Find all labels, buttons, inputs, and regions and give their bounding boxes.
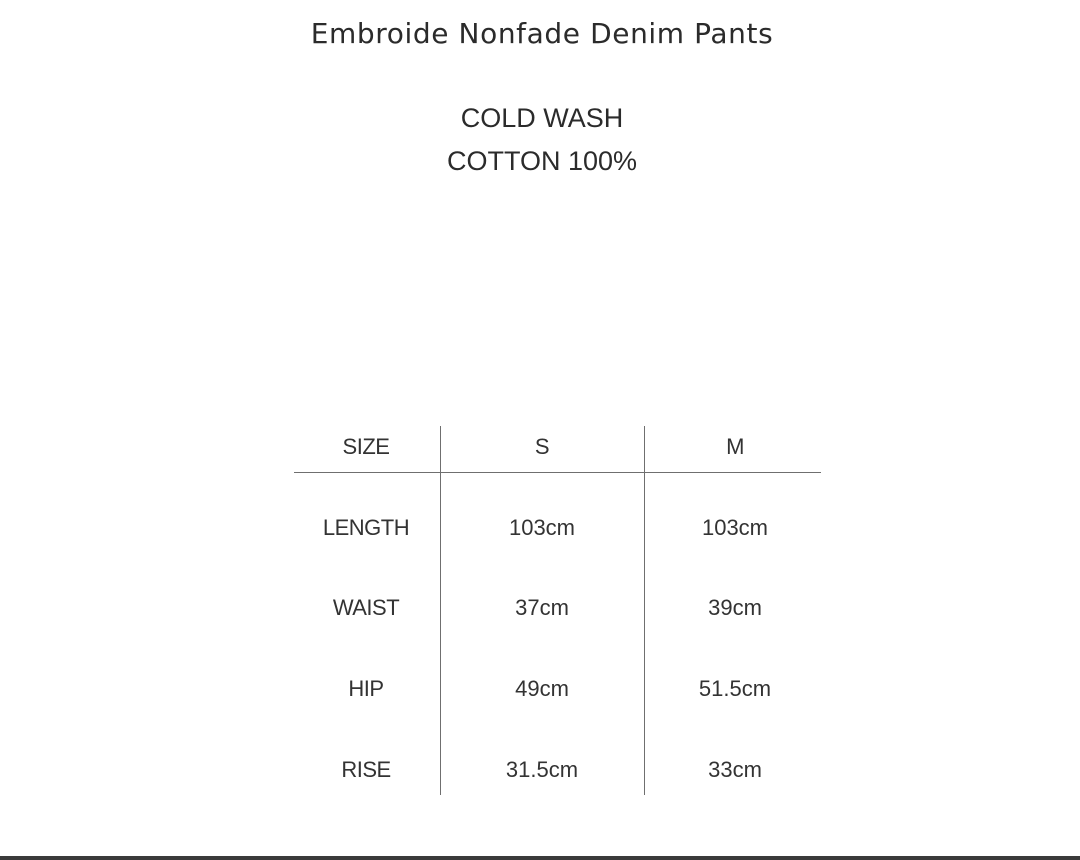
row-label-length: LENGTH xyxy=(322,515,410,540)
care-instruction: COLD WASH xyxy=(460,103,624,133)
size-header-label: SIZE xyxy=(342,434,390,459)
rise-s-value: 31.5cm xyxy=(505,757,579,782)
material-composition: COTTON 100% xyxy=(446,146,638,176)
header-divider xyxy=(294,472,821,473)
length-s-value: 103cm xyxy=(508,515,576,540)
size-header-s: S xyxy=(534,434,550,459)
size-header-m: M xyxy=(726,434,744,459)
hip-m-value: 51.5cm xyxy=(698,676,772,701)
length-m-value: 103cm xyxy=(701,515,769,540)
waist-m-value: 39cm xyxy=(708,595,762,620)
product-title: Embroide Nonfade Denim Pants xyxy=(310,17,774,50)
bottom-border xyxy=(0,856,1080,860)
row-label-rise: RISE xyxy=(341,757,391,782)
waist-s-value: 37cm xyxy=(515,595,569,620)
rise-m-value: 33cm xyxy=(708,757,762,782)
row-label-hip: HIP xyxy=(348,676,384,701)
column-divider xyxy=(644,426,645,795)
hip-s-value: 49cm xyxy=(515,676,569,701)
row-label-waist: WAIST xyxy=(332,595,400,620)
